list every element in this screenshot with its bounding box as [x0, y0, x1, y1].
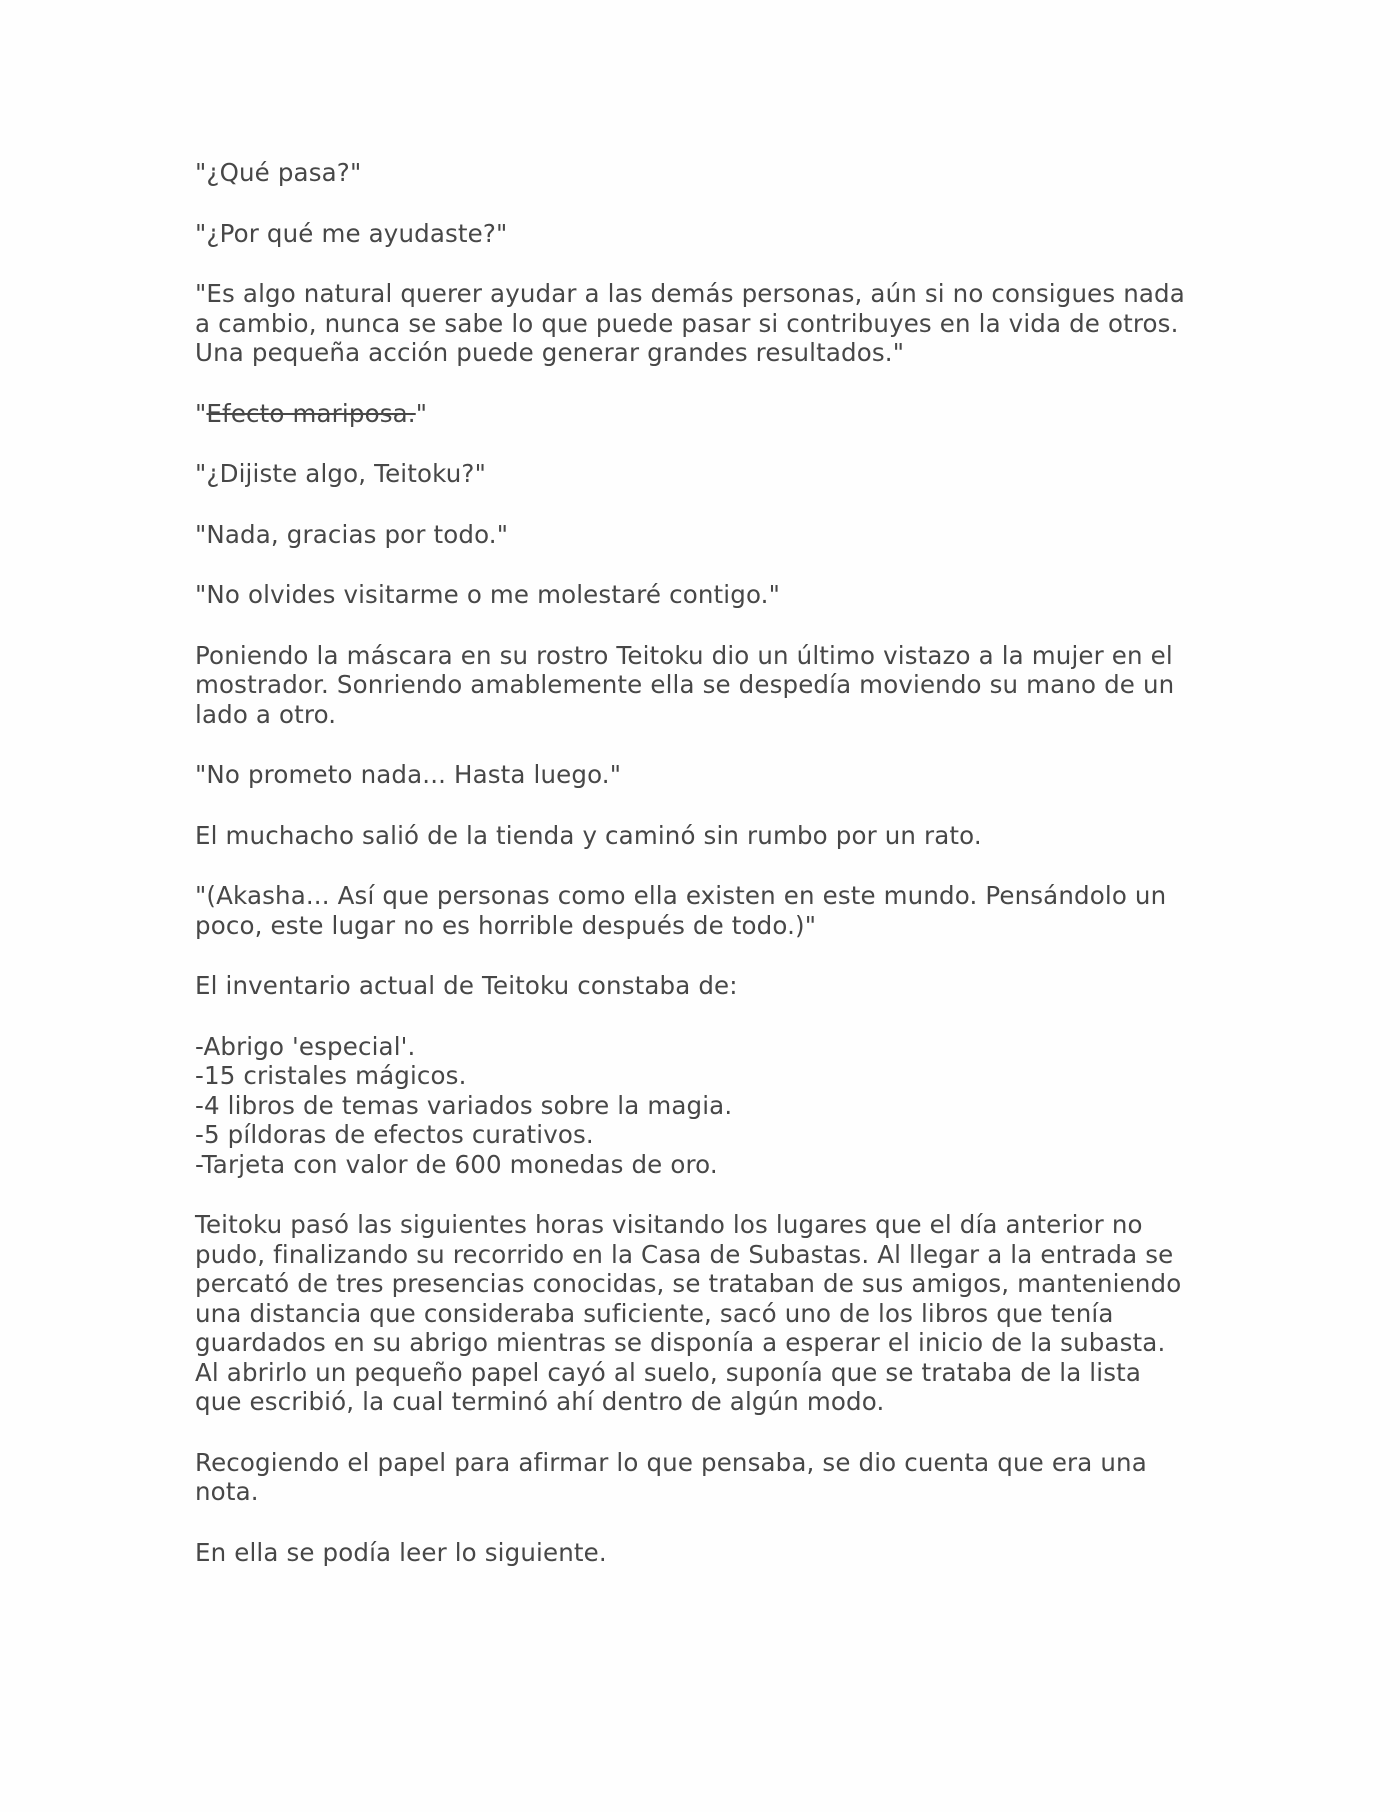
text-line: El inventario actual de Teitoku constaba de: — [195, 971, 738, 1000]
text-line: poco, este lugar no es horrible después de todo.)" — [195, 910, 817, 940]
paragraph — [195, 1448, 1225, 1507]
text-line: Poniendo la máscara en su rostro Teitoku dio un último vistazo a la mujer en el — [195, 640, 1173, 670]
paragraph-struck — [195, 399, 1225, 429]
inventory-list — [195, 1032, 1225, 1180]
list-item: -4 libros de temas variados sobre la magia. — [195, 1090, 733, 1120]
text-line: que escribió, la cual terminó ahí dentro de algún modo. — [195, 1387, 885, 1416]
list-item: -Abrigo 'especial'. — [195, 1031, 416, 1061]
text-line: "(Akasha... Así que personas como ella existen en este mundo. Pensándolo un — [195, 881, 1167, 910]
paragraph — [195, 971, 1225, 1001]
open-quote: " — [195, 398, 207, 428]
paragraph — [195, 1538, 1225, 1568]
paragraph — [195, 821, 1225, 851]
text-line: guardados en su abrigo mientras se disponía a esperar el inicio de la subasta. — [195, 1328, 1166, 1357]
text-line: "Es algo natural querer ayudar a las demás personas, aún si no consigues nada — [195, 279, 1185, 308]
paragraph — [195, 219, 1225, 249]
text-line: El muchacho salió de la tienda y caminó sin rumbo por un rato. — [195, 820, 982, 850]
text-line: En ella se podía leer lo siguiente. — [195, 1537, 607, 1567]
paragraph — [195, 641, 1225, 730]
text-line: Al abrirlo un pequeño papel cayó al suelo, suponía que se trataba de la lista — [195, 1357, 1142, 1387]
text-line: Teitoku pasó las siguientes horas visitando los lugares que el día anterior no — [195, 1210, 1143, 1239]
text-line: "¿Qué pasa?" — [195, 158, 362, 187]
text-line: "No prometo nada... Hasta luego." — [195, 760, 622, 789]
text-line: "Nada, gracias por todo." — [195, 519, 509, 549]
list-item: -5 píldoras de efectos curativos. — [195, 1120, 594, 1149]
paragraph — [195, 279, 1225, 368]
text-line: mostrador. Sonriendo amablemente ella se despedía moviendo su mano de un — [195, 670, 1175, 699]
text-line: pudo, finalizando su recorrido en la Casa de Subastas. Al llegar a la entrada se — [195, 1239, 1174, 1269]
struck-text: Efecto mariposa. — [206, 398, 416, 428]
text-line: a cambio, nunca se sabe lo que puede pasar si contribuyes en la vida de otros. — [195, 308, 1179, 338]
text-line: lado a otro. — [195, 699, 337, 729]
paragraph — [195, 158, 1225, 188]
text-line: percató de tres presencias conocidas, se trataban de sus amigos, manteniendo — [195, 1269, 1182, 1298]
paragraph — [195, 580, 1225, 610]
paragraph — [195, 520, 1225, 550]
text-line: "No olvides visitarme o me molestaré contigo." — [195, 580, 781, 609]
paragraph — [195, 1210, 1225, 1417]
text-line: "¿Por qué me ayudaste?" — [195, 218, 508, 248]
text-line: una distancia que consideraba suficiente, sacó uno de los libros que tenía — [195, 1298, 1114, 1328]
text-line — [195, 399, 1225, 429]
text-line: "¿Dijiste algo, Teitoku?" — [195, 459, 486, 488]
close-quote: " — [415, 398, 428, 428]
paragraph — [195, 760, 1225, 790]
document-body — [195, 158, 1225, 1598]
text-line: Una pequeña acción puede generar grandes resultados." — [195, 338, 905, 367]
paragraph — [195, 881, 1225, 940]
list-item: -Tarjeta con valor de 600 monedas de oro. — [195, 1149, 718, 1179]
list-item: -15 cristales mágicos. — [195, 1061, 467, 1090]
text-line: Recogiendo el papel para afirmar lo que pensaba, se dio cuenta que era una — [195, 1447, 1147, 1477]
paragraph — [195, 459, 1225, 489]
text-line: nota. — [195, 1477, 259, 1506]
